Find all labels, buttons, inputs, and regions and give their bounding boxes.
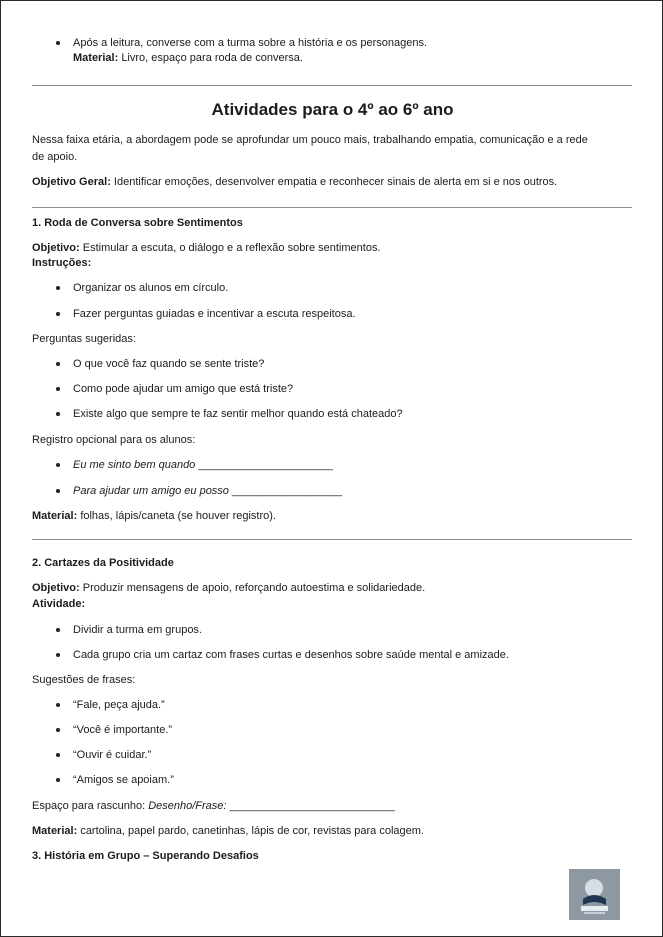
- list-item: Dividir a turma em grupos.: [73, 624, 202, 636]
- register-item: Eu me sinto bem quando ______________________: [73, 459, 333, 471]
- bullet-dot: [56, 728, 60, 732]
- bullet-dot: [56, 286, 60, 290]
- bullet-dot: [56, 703, 60, 707]
- register-item: Para ajudar um amigo eu posso __________________: [73, 485, 343, 497]
- list-item: “Você é importante.”: [73, 724, 173, 736]
- general-objective: Objetivo Geral: Identificar emoções, desenvolver empatia e reconhecer sinais de alerta em si e nos outros.: [32, 176, 558, 188]
- bullet-dot: [56, 412, 60, 416]
- bullet-dot: [56, 387, 60, 391]
- bullet-dot: [56, 41, 60, 45]
- list-item: “Ouvir é cuidar.”: [73, 749, 152, 761]
- activity-3-heading: 3. História em Grupo – Superando Desafios: [32, 850, 259, 862]
- list-item: Como pode ajudar um amigo que está triste?: [73, 383, 294, 395]
- activity-label: Atividade:: [32, 598, 86, 610]
- divider: [32, 207, 632, 208]
- list-item: Cada grupo cria um cartaz com frases curtas e desenhos sobre saúde mental e amizade.: [73, 649, 509, 661]
- list-item: O que você faz quando se sente triste?: [73, 358, 265, 370]
- divider: [32, 85, 632, 86]
- list-item: “Amigos se apoiam.”: [73, 774, 174, 786]
- intro-bullet: Após a leitura, converse com a turma sobre a história e os personagens.: [73, 37, 428, 49]
- draft-space: Espaço para rascunho: Desenho/Frase: ___________________________: [32, 800, 395, 812]
- intro-material: Material: Livro, espaço para roda de conversa.: [73, 52, 303, 64]
- register-label: Registro opcional para os alunos:: [32, 434, 196, 446]
- suggestions-label: Sugestões de frases:: [32, 674, 136, 686]
- bullet-dot: [56, 628, 60, 632]
- bullet-dot: [56, 362, 60, 366]
- bullet-dot: [56, 753, 60, 757]
- activity-1-material: Material: folhas, lápis/caneta (se houver registro).: [32, 510, 276, 522]
- logo-icon: [569, 869, 620, 920]
- list-item: Existe algo que sempre te faz sentir melhor quando está chateado?: [73, 408, 403, 420]
- list-item: Organizar os alunos em círculo.: [73, 282, 229, 294]
- logo-image: [569, 869, 620, 920]
- questions-label: Perguntas sugeridas:: [32, 333, 136, 345]
- list-item: “Fale, peça ajuda.”: [73, 699, 165, 711]
- activity-2-heading: 2. Cartazes da Positividade: [32, 557, 174, 569]
- section-paragraph: Nessa faixa etária, a abordagem pode se aprofundar um pouco mais, trabalhando empatia, comunicação e a rede: [32, 134, 588, 146]
- instructions-label: Instruções:: [32, 257, 92, 269]
- activity-2-material: Material: cartolina, papel pardo, canetinhas, lápis de cor, revistas para colagem.: [32, 825, 424, 837]
- activity-2-objective: Objetivo: Produzir mensagens de apoio, reforçando autoestima e solidariedade.: [32, 582, 426, 594]
- bullet-dot: [56, 489, 60, 493]
- list-item: Fazer perguntas guiadas e incentivar a escuta respeitosa.: [73, 308, 356, 320]
- bullet-dot: [56, 312, 60, 316]
- activity-1-objective: Objetivo: Estimular a escuta, o diálogo e a reflexão sobre sentimentos.: [32, 242, 381, 254]
- section-title: Atividades para o 4º ao 6º ano: [211, 100, 454, 119]
- divider: [32, 539, 632, 540]
- bullet-dot: [56, 778, 60, 782]
- section-paragraph-cont: de apoio.: [32, 151, 78, 163]
- activity-1-heading: 1. Roda de Conversa sobre Sentimentos: [32, 217, 243, 229]
- bullet-dot: [56, 463, 60, 467]
- bullet-dot: [56, 653, 60, 657]
